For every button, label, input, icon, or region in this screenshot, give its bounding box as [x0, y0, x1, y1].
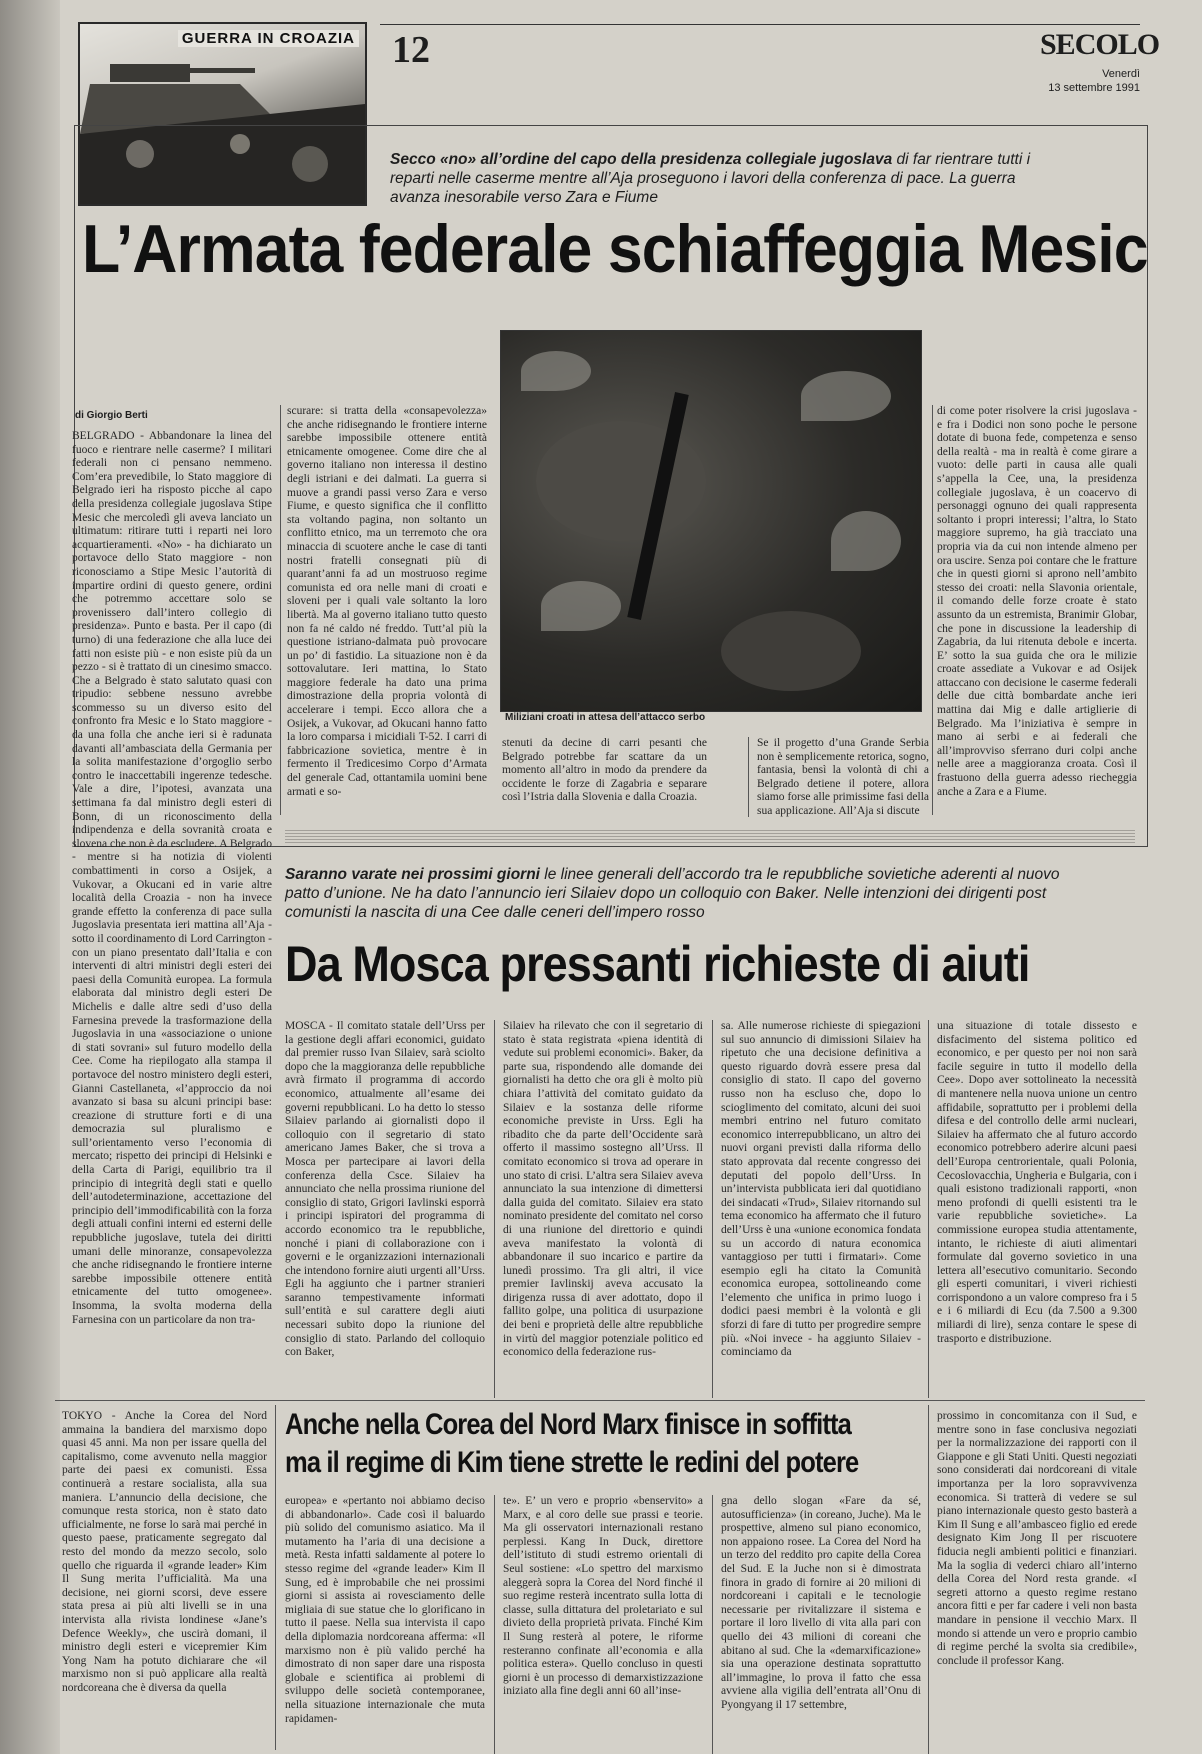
- article1-photo-caption: Miliziani croati in attesa dell’attacco serbo: [505, 712, 706, 723]
- column-divider: [748, 737, 749, 817]
- article1-headline: L’Armata federale schiaffeggia Mesic: [82, 211, 1148, 287]
- column-divider: [928, 1405, 929, 1754]
- article3-column-1: TOKYO - Anche la Corea del Nord ammaina la bandiera del marxismo dopo quasi 45 anni. Ma non per issare quella del capitalismo, come avvenuto nella maggior parte dei paesi ex comunisti. Essa continuerà a restare socialista, alla sua maniera. L’annuncio della decisione, che comunque resta storica, non è stato dato ufficialmente, ne forse lo sarà mai perché in questo paese, praticamente segregato dal resto del mondo da mezzo secolo, solo quello che riguarda il «grande leader» Kim Il Sung merita l’ufficialità. Ma una decisione, nei giorni scorsi, deve essere stata presa ai più alti livelli se in una intervista alla rivista londinese «Jane’s Defence Weekly», che uscirà domani, il ministro degli esteri e vicepremier Kim Yong Nam ha potuto dichiarare che «il marxismo non si può applicare alla realtà nordcoreana che è diversa da quella: [62, 1410, 267, 1694]
- article3-column-2: europea» e «pertanto noi abbiamo deciso di abbandonarlo». Cade così il baluardo più solido del comunismo asiatico. Ma il mutamento ha l’aria di una decisione a metà. Resta infatti saldamente al potere lo stesso regime del «grande leader» Kim Il Sung, ed è improbabile che nei prossimi giorni si assista ai rovesciamento delle migliaia di sue statue che lo glorificano in tutto il paese. Nella sua intervista il capo della diplomazia nordcoreana afferma: «Il marxismo non è più valido perché ha dimostrato di non saper dare una risposta globale e scientifica ai problemi di sviluppo delle società contemporanee, nella situazione internazionale che muta rapidamen-: [285, 1495, 485, 1725]
- article2-headline: Da Mosca pressanti richieste di aiuti: [285, 936, 1030, 992]
- article1-kicker-lead: Secco «no» all’ordine del capo della presidenza collegiale jugoslava: [390, 151, 893, 168]
- article1-photo: [500, 330, 922, 712]
- page-number: 12: [392, 29, 430, 71]
- separator-band: [285, 830, 1135, 844]
- article1-column-5: di come poter risolvere la crisi jugoslava - e fra i Dodici non sono poche le persone dotate di buona fede, competenza e senso della realtà - ma in realtà è come girare a vuoto: delle parti in causa alle quali s’appella la Cee, una, la presidenza collegiale jugoslava, è un coacervo di personaggi ognuno dei quali rappresenta soltanto i propri interessi; l’altra, lo Stato maggiore supremo, ha già tracciato una propria via da cui non intende almeno per ora uscire. Senza poi contare che le fratture che in questi giorni si aprono nell’ambito stesso dei croati: nella Slavonia orientale, il comando delle forze croate è stato assunto da un estremista, Branimir Globar, che pone in discussione la leadership di Zagabria, da lui ritenuta debole e incerta. E’ sotto la sua guida che ora le milizie croate assediate a Vukovar e ad Osijek attaccano con decisione le caserme federali delle due città bombardate anche ieri mattina dai Mig e dalle artiglierie di Belgrado. Ma l’iniziativa è sempre in mano ai serbi e ai federali che all’improvviso sferrano duri colpi anche nelle aree a maggioranza croata. Così il frastuono della guerra adesso riecheggia anche a Zara e a Fiume.: [937, 405, 1137, 798]
- article1-kicker: [390, 150, 1060, 207]
- article3-headline-line2: ma il regime di Kim tiene strette le redini del potere: [285, 1446, 859, 1479]
- column-divider: [275, 1405, 276, 1750]
- column-divider: [280, 405, 281, 815]
- column-divider: [712, 1020, 713, 1398]
- article1-column-4: Se il progetto d’una Grande Serbia non è semplicemente retorica, sogno, fantasia, bensì la volontà di chi a Belgrado detiene il potere, allora siamo forse alle primissime fasi della sua applicazione. All’Aja si discute: [757, 737, 929, 817]
- column-divider: [494, 1020, 495, 1398]
- article2-kicker-lead: Saranno varate nei prossimi giorni: [285, 866, 540, 883]
- article2-kicker-text: le linee generali dell’accordo tra le repubbliche sovietiche aderenti al nuovo patto d’unione. Ne ha dato l’annuncio ieri Silaiev dopo un colloquio con Baker. Nelle intenzioni dei dirigenti post comunisti la nascita di una Cee dalle ceneri dell’impero rosso: [285, 866, 1060, 921]
- article1-column-1: BELGRADO - Abbandonare la linea del fuoco e rientrare nelle caserme? I militari federali non ci pensano nemmeno. Com’era prevedibile, lo Stato maggiore di Belgrado ieri ha risposto picche al capo della presidenza collegiale jugoslava Stipe Mesic che mercoledì gli aveva lanciato un ultimatum: ritirare tutti i reparti nei loro acquartieramenti. «No» - ha dichiarato un portavoce dello Stato maggiore - non riconosciamo a Stipe Mesic l’autorità di impartire ordini di questo genere, ordini che potremmo accettare solo se provenissero dall’intero collegio di presidenza». Punto e basta. Per il capo (di turno) di una federazione che alla luce dei fatti non esiste più - e non esiste più da un pezzo - si è trattato di un cinesimo smacco. Che a Belgrado è stato salutato quasi con tripudio: sebbene nessuno avrebbe scommesso su un diverso esito del confronto fra Mesic e lo Stato maggiore - da una folla che anche ieri si è radunata davanti all’ambasciata della Germania per la solita manifestazione d’orgoglio serbo contro le inaccettabili ingerenze tedesche. Vale a dire, l’ipotesi, avanzata una settimana fa dal ministro degli esteri di Bonn, di un riconoscimento della indipendenza e della sovranità croata e slovena che non è da escludere. A Belgrado - mentre si ha notizia di violenti combattimenti in corso a Osijek, a Vukovar, a Okucani ed in varie altre località della Croazia - non ha invece grande effetto la conferenza di pace sulla Jugoslavia presentata ieri mattina all’Aja - sotto il coordinamento di Lord Carrington - con un piano presentato dall’Italia e con interventi di altri ministri degli esteri dei paesi della Comunità europea. La formula elaborata dal ministro degli esteri De Michelis e dalle altre sedi d’uso della Farnesina prevede la trasformazione della Jugoslavia in una «associazione o unione di stati sovrani» sul futuro modello della Cee. Come ha riepilogato alla stampa il portavoce del nostro ministero degli esteri, Gianni Castellaneta, «l’approccio da noi avanzato si basa su alcuni principi base: creazione di strutture forti e di una democrazia sul pluralismo e sull’orientamento verso l’economia di mercato; rispetto dei principi di Helsinki e della Carta di Parigi, equilibrio tra il principio di integrità degli stati e quello dell’autodeterminazione, accettazione del principio dell’immodificabilità con la forza degli attuali confini interni ed esterni delle repubbliche jugoslave, tutela dei diritti umani delle minoranze, consapevolezza che anche ridisegnando le frontiere interne sarebbe impossibile ottenere entità etnicamente del tutto omogenee». Insomma, la svolta moderna della Farnesina con un particolare da non tra-: [72, 430, 272, 1326]
- article3-column-5: prossimo in concomitanza con il Sud, e mentre sono in fase conclusiva negoziati per la normalizzazione dei rapporti con il Giappone e gli Stati Uniti. Questi negoziati sono considerati dai nordcoreani di vitale importanza per la loro sopravvivenza economica. Si tratterà di vedere se sul piano internazionale questo gesto basterà a Kim Il Sung e all’ambasceo figlio ed erede designato Kim Jong Il per riscuotere fiducia negli ambienti politici e finanziari. Ma la soglia di vederci chiaro all’interno della Corea del Nord resta grande. «I segreti attorno a questo regime restano ancora fitti e per far cadere i veli non basta mandare in pensione il vecchio Marx. Il mondo si attende un vero e proprio cambio di regime perché la svolta sia credibile», conclude il professor Kang.: [937, 1410, 1137, 1667]
- article2-column-2: Silaiev ha rilevato che con il segretario di stato è stata registrata «piena identità di vedute sui problemi economici». Baker, da parte sua, rispondendo alle domande dei giornalisti ha detto che ora gli è molto più chiara l’attività del comitato guidato da Silaiev e la sostanza delle riforme economiche previste in Urss. Egli ha ribadito che da parte dell’Occidente sarà offerto il massimo sostegno all’Urss. Il comitato economico si trova ad operare in uno stato di crisi. L’altra sera Silaiev aveva annunciato la sua intenzione di dimettersi dalla guida del comitato. Silaiev era stato nominato presidente del comitato nel corso di una riunione del direttorio e quindi aveva manifestato la volontà di abbandonare il suo incarico e partire da lunedì prossimo. Tra gli altri, il vice premier Iavlinskij aveva accusato la dirigenza russa di aver adottato, dopo il fallito golpe, una politica di usurpazione dei beni e proprietà delle altre repubbliche in virtù del maggior potenziale politico ed economico della federazione rus-: [503, 1020, 703, 1359]
- article1-column-3: stenuti da decine di carri pesanti che Belgrado potrebbe far scattare da un momento all’altro in modo da prendere da occidente le forze di Zagabria e separare così l’Istria dalla Slovenia e dalla Croazia.: [502, 737, 707, 804]
- article3-column-3: te». E’ un vero e proprio «benservito» a Marx, e al coro delle sue prassi e teorie. Ma gli osservatori internazionali restano perplessi. Kang In Duck, direttore dell’istituto di studi estremo orientali di Seul sostiene: «Lo spettro del marxismo aleggerà sopra la Corea del Nord finché il suo regime resterà incentrato sulla lotta di classe, sulla dittatura del proletariato e sul divieto della proprietà privata. Finché Kim Il Sung resterà al potere, le riforme resteranno confinate all’economia e alla politica estera». Quello concluso in questi giorni è un processo di demarxistizzazione iniziato alla fine degli anni 60 all’inse-: [503, 1495, 703, 1698]
- article3-top-rule: [55, 1400, 1145, 1401]
- article1-kicker-text: di far rientrare tutti i reparti nelle caserme mentre all’Aja proseguono i lavori della conferenza di pace. La guerra avanza inesorabile verso Zara e Fiume: [390, 151, 1031, 206]
- article2-column-3: sa. Alle numerose richieste di spiegazioni sul suo annuncio di dimissioni Silaiev ha ripetuto che una decisione definitiva a questo riguardo dovrà essere presa dal consiglio di stato. Il capo del governo russo non ha escluso che, dopo lo scioglimento del comitato, alcuni dei suoi membri entrino nel futuro comitato economico interrepubblicano, un altro dei nuovi organi previsti dalla riforma dello stato approvata dal recente congresso dei deputati del popolo dell’Urss. In un’intervista pubblicata ieri dal quotidiano dei sindacati «Trud», Silaiev ritornando sul tema economico ha affermato che il futuro dell’Urss è una «unione economica fondata su un accordo di natura economica vantaggioso per tutti i firmatari». Come esempio egli ha citato la Comunità economica europea, sottolineando come l’elemento che unifica in primo luogo i dodici paesi membri è la volontà e gli sforzi di fare di tutto per progredire sempre più. «Noi invece - ha aggiunto Silaiev - cominciamo da: [721, 1020, 921, 1359]
- article3-headline-line1: Anche nella Corea del Nord Marx finisce in soffitta: [285, 1408, 851, 1441]
- column-divider: [928, 1020, 929, 1398]
- header-rule: [380, 24, 1140, 25]
- article2-column-1: MOSCA - Il comitato statale dell’Urss per la gestione degli affari economici, guidato dal premier russo Ivan Silaiev, sarà sciolto dopo che la maggioranza delle repubbliche avrà firmato il programma di accordo economico, attualmente all’esame dei governi repubblicani. Lo ha detto lo stesso Silaiev parlando ai giornalisti dopo il colloquio con il segretario di stato americano James Baker, che si trova a Mosca per partecipare ai lavori della conferenza della Csce. Silaiev ha annunciato che nella prossima riunione del consiglio di stato, Grigori Iavlinski esporrà i principi ispiratori del programma di accordo economico tra le repubbliche, nonché i piani di collaborazione con i governi e le organizzazioni internazionali che intendono fornire aiuti urgenti all’Urss. Egli ha aggiunto che i partner stranieri saranno tempestivamente informati sull’entità e sul carattere degli aiuti necessari subito dopo la riunione del consiglio di stato. Parlando del colloquio con Baker,: [285, 1020, 485, 1359]
- article3-column-4: gna dello slogan «Fare da sé, autosufficienza» (in coreano, Juche). Ma le prospettive, almeno sul piano economico, non appaiono rosee. La Corea del Nord ha un terzo del reddito pro capite della Corea del Sud. E la Juche non si è dimostrata finora in grado di fornire ai 20 milioni di nordcoreani i capitali e le tecnologie necessarie per rivitalizzare il sistema e portare il loro livello di vita alla pari con quello dei 43 milioni di coreani che abitano al sud. Che la «demarxificazione» sia una operazione destinata soprattutto all’immagine, lo prova il fatto che essa avviene alla vigilia dell’entrata all’Onu di Pyongyang il 17 settembre,: [721, 1495, 921, 1711]
- issue-date: 13 settembre 1991: [1048, 82, 1140, 94]
- page-edge-shadow: [0, 0, 60, 1754]
- article2-column-4: una situazione di totale dissesto e disfacimento del sistema politico ed economico, e per questo per noi non sarà facile seguire in tutto il modello della Cee». Dopo aver sottolineato la necessità di mantenere nella nuova unione un centro affidabile, soprattutto per i problemi della difesa e del controllo delle armi nucleari, Silaiev ha affermato che al futuro accordo economico potrebbero aderire alcuni paesi dell’Europa centrorientale, quali Polonia, Cecoslovacchia, Ungheria e Bulgaria, con i quali esistono tradizionali rapporti, «non meno profondi di quelli esistenti tra le varie repubbliche sovietiche». La commissione europea studia attentamente, intanto, le richieste di aiuti alimentari formulate dal governo sovietico in una lettera all’esecutivo comunitario. Secondo gli esperti comunitari, i viveri richiesti corrispondono a un valore compreso fra i 5 e i 6 miliardi di Ecu (da 7.500 a 9.300 miliardi di lire), senza contare le spese di trasporto e distribuzione.: [937, 1020, 1137, 1345]
- issue-day: Venerdì: [1102, 68, 1140, 80]
- soldier-rifle-icon: [501, 331, 921, 711]
- column-divider: [494, 1495, 495, 1754]
- article2-kicker: [285, 865, 1075, 922]
- section-label: GUERRA IN CROAZIA: [178, 30, 359, 47]
- article1-column-2: scurare: si tratta della «consapevolezza» che anche ridisegnando le frontiere interne sarebbe impossibile ottenere entità etnicamente omogenee. Come dire che al governo italiano non interessa il destino degli istriani e dei dalmati. La guerra si muove a grandi passi verso Zara e verso Fiume, e questo significa che il conflitto sta voltando pagina, non soltanto un conflitto etnico, ma un terremoto che ora minaccia di scuotere anche le case di tanti nostri fratelli consegnati più di quarant’anni fa ad un mostruoso regime comunista ed ora nelle mani di croati e sloveni per i quali vale soltanto la loro libertà. Ma al governo italiano tutto questo non fa né caldo né freddo. Tutt’al più la questione istriano-dalmata può provocare un po’ di fastidio. La situazione non è da sottovalutare. Ieri mattina, lo Stato maggiore federale ha dato una prima dimostrazione della propria volontà di accelerare i tempi. Ecco allora che a Osijek, a Vukovar, ad Okucani hanno fatto la loro comparsa i micidiali T-52. I carri di fabbricazione sovietica, mentre è in fermento il Tredicesimo Corpo d’Armata del generale Cad, ottantamila uomini bene armati e so-: [287, 405, 487, 798]
- column-divider: [712, 1495, 713, 1754]
- article1-byline: di Giorgio Berti: [75, 410, 148, 421]
- column-divider: [932, 405, 933, 815]
- masthead: SECOLO: [1040, 28, 1160, 61]
